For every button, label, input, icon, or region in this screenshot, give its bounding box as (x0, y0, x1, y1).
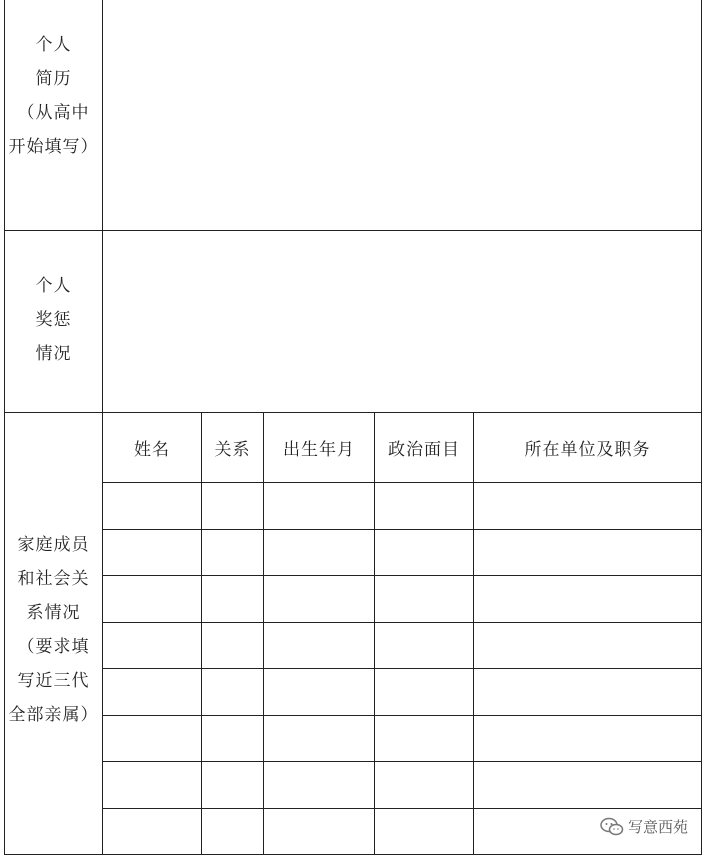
watermark-text: 写意西苑 (627, 818, 688, 836)
family-cell[interactable] (375, 809, 473, 854)
header-name: 姓名 (134, 439, 170, 460)
resume-label-line: （从高中 (17, 103, 90, 123)
awards-input-area[interactable] (103, 231, 701, 412)
watermark (600, 816, 688, 837)
family-cell[interactable] (103, 669, 201, 715)
family-cell[interactable] (375, 669, 473, 715)
family-label-line: 和社会关 (17, 569, 90, 589)
resume-label (5, 28, 102, 164)
header-employer-position: 所在单位及职务 (524, 439, 651, 460)
family-cell[interactable] (103, 762, 201, 808)
family-cell[interactable] (264, 716, 374, 761)
awards-label-line: 情况 (35, 344, 72, 364)
awards-label-line: 个人 (35, 276, 72, 296)
family-cell[interactable] (375, 530, 473, 575)
family-cell[interactable] (202, 530, 263, 575)
family-cell[interactable] (474, 762, 701, 808)
family-cell[interactable] (103, 576, 201, 622)
wechat-icon (600, 817, 624, 837)
family-cell[interactable] (202, 809, 263, 854)
family-cell[interactable] (202, 716, 263, 761)
resume-label-line: 个人 (35, 35, 72, 55)
family-cell[interactable] (375, 762, 473, 808)
family-cell[interactable] (264, 483, 374, 529)
family-cell[interactable] (103, 623, 201, 668)
family-cell[interactable] (474, 716, 701, 761)
family-cell[interactable] (375, 576, 473, 622)
family-cell[interactable] (202, 576, 263, 622)
resume-label-line: 简历 (35, 69, 72, 89)
registration-form (4, 0, 702, 855)
resume-label-line: 开始填写） (8, 137, 99, 157)
header-birth-date: 出生年月 (283, 439, 355, 460)
header-relation: 关系 (214, 439, 251, 460)
family-label-line: 全部亲属） (8, 705, 99, 725)
family-label-line: 写近三代 (17, 671, 90, 691)
family-cell[interactable] (474, 530, 701, 575)
family-cell[interactable] (202, 762, 263, 808)
family-cell[interactable] (103, 483, 201, 529)
family-cell[interactable] (103, 809, 201, 854)
family-cell[interactable] (375, 483, 473, 529)
awards-label (5, 269, 102, 371)
resume-input-area[interactable] (103, 0, 701, 230)
family-label-line: 系情况 (26, 603, 81, 623)
family-label-line: 家庭成员 (17, 535, 90, 555)
family-cell[interactable] (474, 483, 701, 529)
family-cell[interactable] (103, 716, 201, 761)
family-cell[interactable] (474, 576, 701, 622)
family-cell[interactable] (202, 483, 263, 529)
family-label (5, 528, 102, 732)
family-cell[interactable] (264, 809, 374, 854)
family-cell[interactable] (375, 716, 473, 761)
family-cell[interactable] (264, 669, 374, 715)
family-cell[interactable] (474, 669, 701, 715)
family-cell[interactable] (202, 669, 263, 715)
family-cell[interactable] (264, 576, 374, 622)
family-cell[interactable] (264, 623, 374, 668)
awards-label-line: 奖惩 (35, 310, 72, 330)
family-cell[interactable] (202, 623, 263, 668)
family-cell[interactable] (375, 623, 473, 668)
family-cell[interactable] (474, 623, 701, 668)
header-political-status: 政治面目 (388, 439, 460, 460)
family-cell[interactable] (264, 530, 374, 575)
family-cell[interactable] (264, 762, 374, 808)
family-cell[interactable] (103, 530, 201, 575)
family-label-line: （要求填 (17, 637, 90, 657)
